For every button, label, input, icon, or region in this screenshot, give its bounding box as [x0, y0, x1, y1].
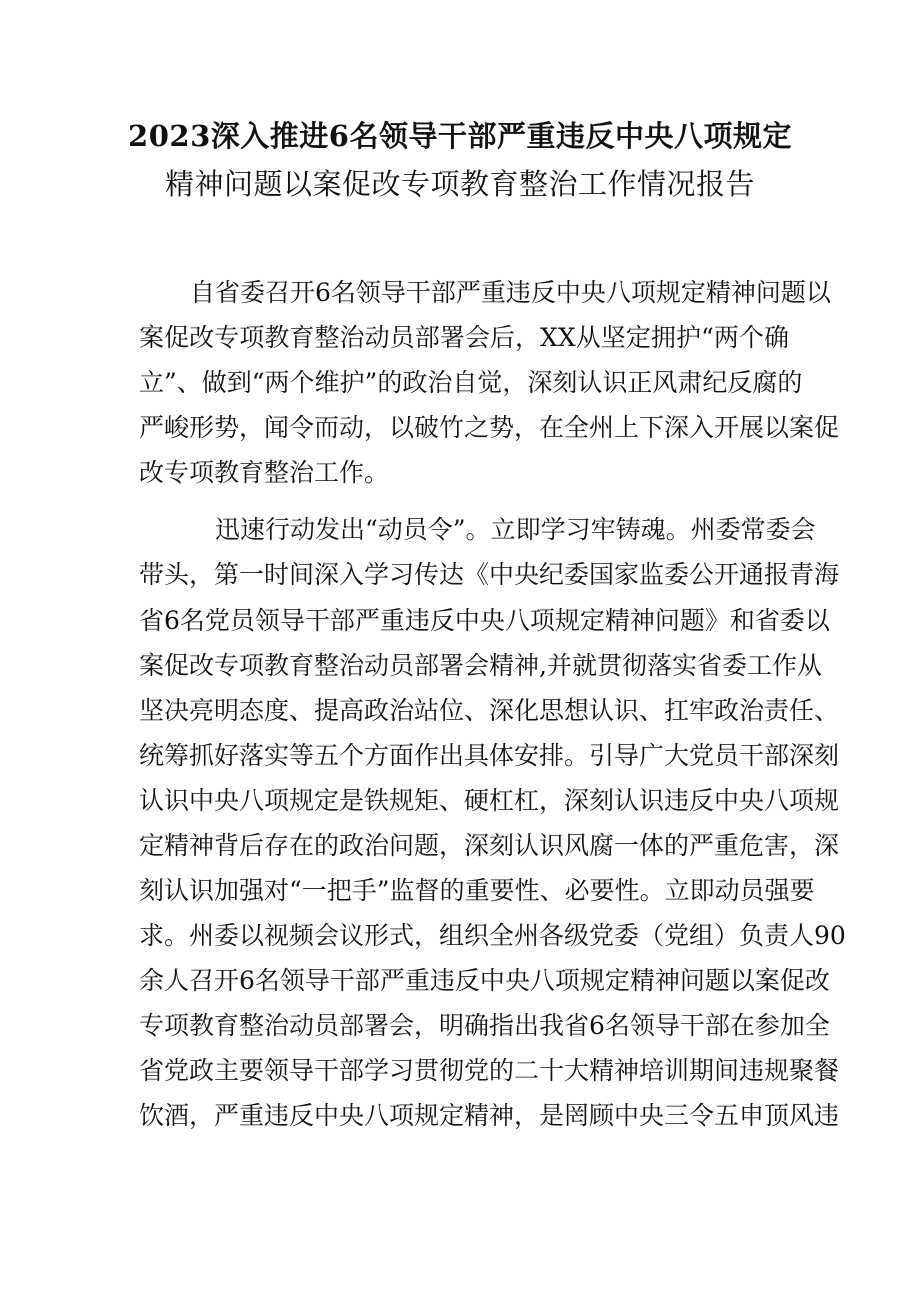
- paragraph-2-line-7: 认识中央八项规定是铁规矩、硬杠杠，深刻认识违反中央八项规: [139, 786, 840, 815]
- paragraph-2-line-2: 带头，第一时间深入学习传达《中央纪委国家监委公开通报青海: [139, 560, 840, 589]
- title-line-2: 精神问题以案促改专项教育整治工作情况报告: [164, 167, 755, 201]
- paragraph-2-line-8: 定精神背后存在的政治问题，深刻认识风腐一体的严重危害，深: [139, 831, 840, 860]
- paragraph-1-line-2: 案促改专项教育整治动员部署会后，XX从坚定拥护“两个确: [139, 323, 789, 352]
- paragraph-2-line-13: 省党政主要领导干部学习贯彻党的二十大精神培训期间违规聚餐: [139, 1056, 840, 1085]
- paragraph-2-line-11: 余人召开6名领导干部严重违反中央八项规定精神问题以案促改: [139, 966, 830, 995]
- paragraph-1-line-4: 严峻形势，闻令而动，以破竹之势，在全州上下深入开展以案促: [139, 413, 840, 442]
- paragraph-2-line-14: 饮酒，严重违反中央八项规定精神，是罔顾中央三令五申顶风违: [139, 1101, 840, 1130]
- paragraph-1-line-5: 改专项教育整治工作。: [139, 458, 390, 487]
- paragraph-2-line-1: 迅速行动发出“动员令”。立即学习牢铸魂。州委常委会: [215, 515, 816, 544]
- title-line-1: 2023深入推进6名领导干部严重违反中央八项规定: [128, 119, 792, 153]
- paragraph-2-line-10: 求。州委以视频会议形式，组织全州各级党委（党组）负责人90: [139, 921, 846, 950]
- paragraph-2-line-6: 统筹抓好落实等五个方面作出具体安排。引导广大党员干部深刻: [139, 741, 840, 770]
- paragraph-2-line-3: 省6名党员领导干部严重违反中央八项规定精神问题》和省委以: [139, 606, 830, 635]
- paragraph-1-line-3: 立”、做到“两个维护”的政治自觉，深刻认识正风肃纪反腐的: [139, 368, 803, 397]
- paragraph-2-line-4: 案促改专项教育整治动员部署会精神,并就贯彻落实省委工作从: [139, 651, 822, 680]
- paragraph-2-line-5: 坚决亮明态度、提高政治站位、深化思想认识、扛牢政治责任、: [139, 696, 840, 725]
- paragraph-2-line-9: 刻认识加强对“一把手”监督的重要性、必要性。立即动员强要: [139, 876, 815, 905]
- paragraph-2-line-12: 专项教育整治动员部署会，明确指出我省6名领导干部在参加全: [139, 1011, 830, 1040]
- paragraph-1-line-1: 自省委召开6名领导干部严重违反中央八项规定精神问题以: [190, 278, 831, 307]
